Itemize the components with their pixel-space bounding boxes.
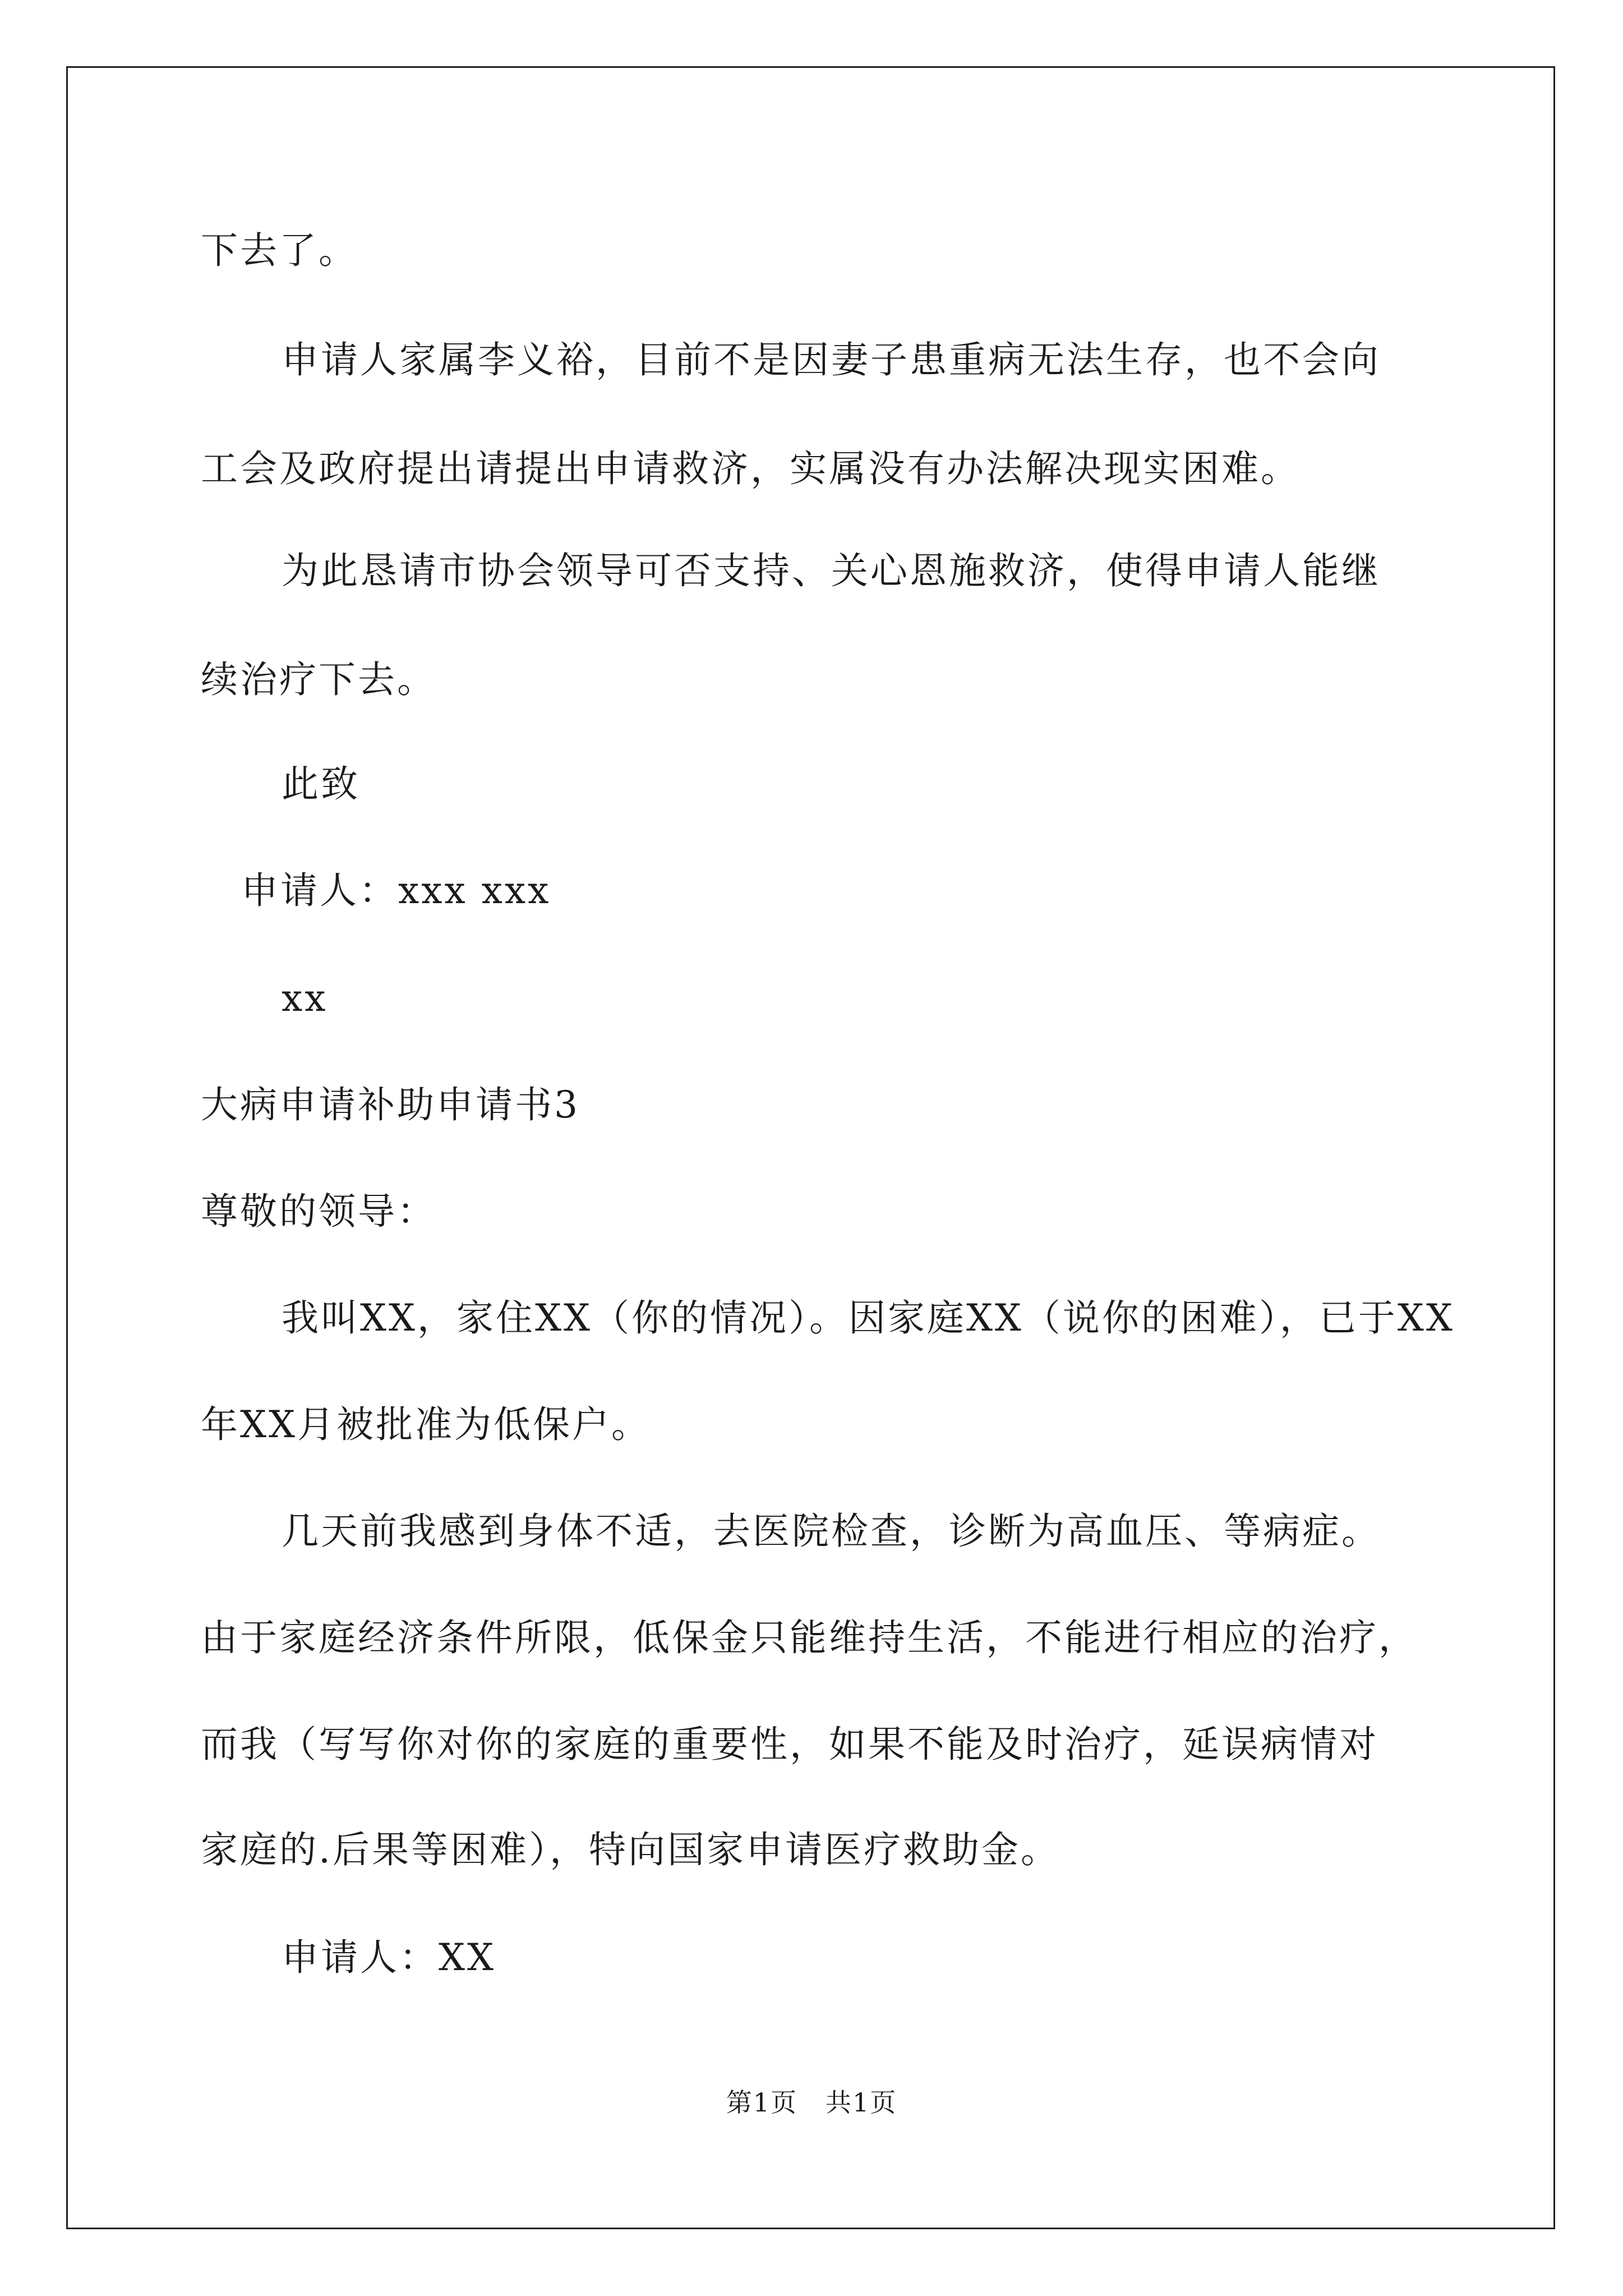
page-footer [0, 2086, 1623, 2119]
paragraph-line: 由于家庭经济条件所限，低保金只能维持生活，不能进行相应的治疗， [201, 1616, 1418, 1659]
paragraph-line: 我叫XX，家住XX（你的情况）。因家庭XX（说你的困难），已于XX [282, 1296, 1455, 1340]
applicant-line: 申请人：xxx xxx [241, 869, 551, 912]
paragraph-line: 下去了。 [201, 229, 358, 272]
date-line: xx [282, 977, 328, 1020]
closing-salutation: 此致 [282, 762, 360, 806]
paragraph-line: 家庭的.后果等困难），特向国家申请医疗救助金。 [201, 1828, 1060, 1871]
page-border [66, 66, 1555, 2229]
paragraph-line: 工会及政府提出请提出申请救济，实属没有办法解决现实困难。 [201, 447, 1300, 490]
paragraph-line: 为此恳请市协会领导可否支持、关心恩施救济，使得申请人能继 [282, 549, 1381, 592]
paragraph-line: 续治疗下去。 [201, 658, 436, 701]
section-title: 大病申请补助申请书3 [201, 1083, 580, 1126]
page-number: 第1页 [726, 2087, 797, 2118]
paragraph-line: 几天前我感到身体不适，去医院检查，诊断为高血压、等病症。 [282, 1510, 1381, 1553]
applicant-line: 申请人：XX [282, 1936, 496, 1979]
greeting-line: 尊敬的领导： [201, 1190, 436, 1233]
paragraph-line: 申请人家属李义裕，目前不是因妻子患重病无法生存，也不会向 [282, 338, 1381, 381]
page-count: 共1页 [826, 2087, 897, 2118]
paragraph-line: 年XX月被批准为低保户。 [201, 1403, 651, 1446]
paragraph-line: 而我（写写你对你的家庭的重要性，如果不能及时治疗，延误病情对 [201, 1723, 1378, 1766]
